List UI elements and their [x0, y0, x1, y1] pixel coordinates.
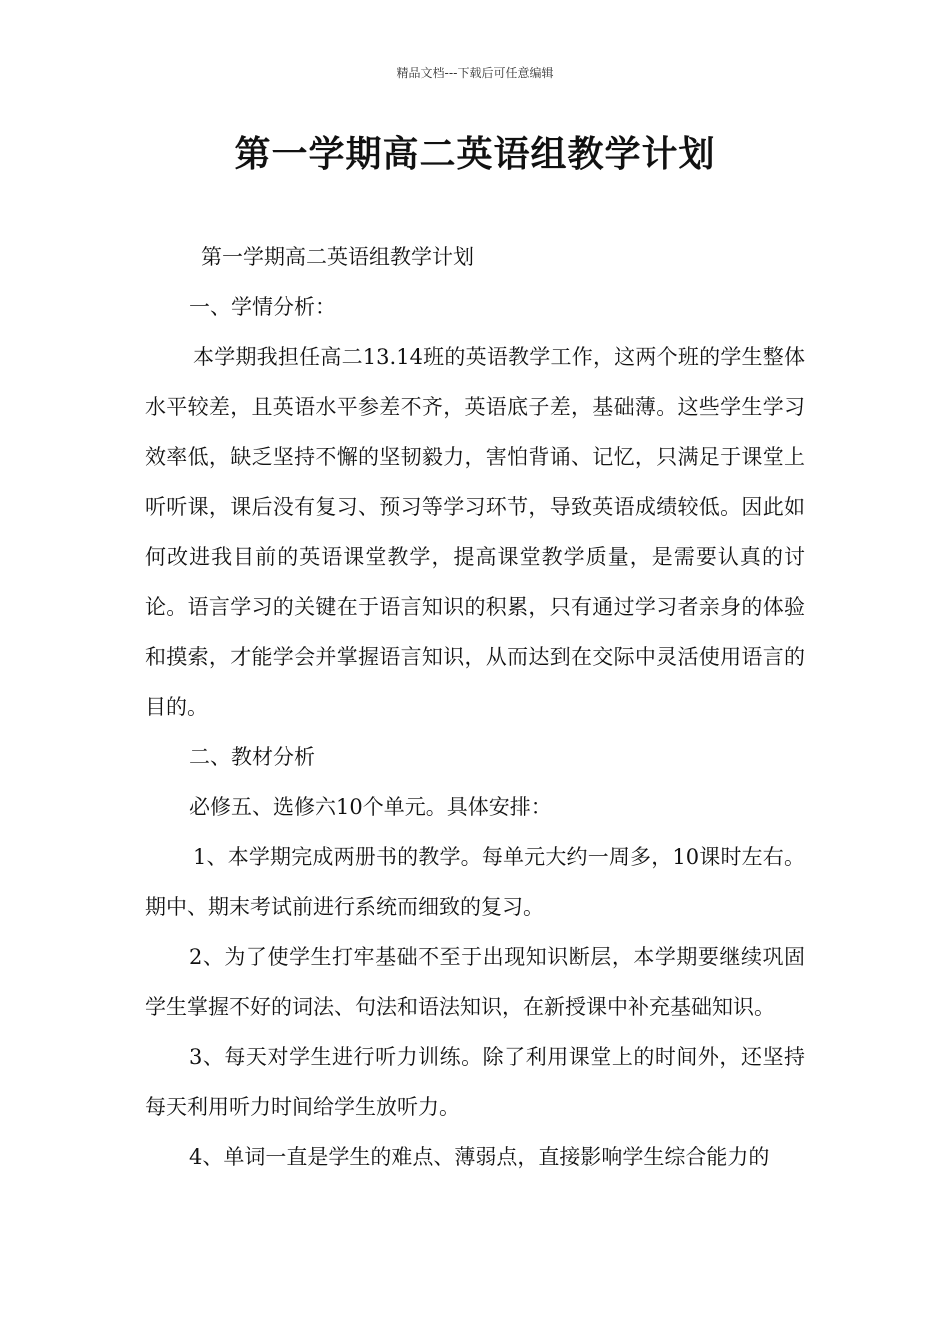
list-item-2: 2、为了使学生打牢基础不至于出现知识断层，本学期要继续巩固学生掌握不好的词法、句法和语法知识，在新授课中补充基础知识。 [145, 945, 805, 1019]
page-header-note: 精品文档---下载后可任意编辑 [396, 66, 554, 80]
document-title: 第一学期高二英语组教学计划 [234, 134, 716, 175]
section-1-heading: 一、学情分析： [189, 295, 336, 319]
list-item-4: 4、单词一直是学生的难点、薄弱点，直接影响学生综合能力的 [189, 1145, 770, 1169]
list-item-1: 1、本学期完成两册书的教学。每单元大约一周多，10课时左右。期中、期末考试前进行系统而细致的复习。 [145, 845, 805, 919]
section-1-paragraph: 本学期我担任高二13.14班的英语教学工作，这两个班的学生整体水平较差，且英语水平参差不齐，英语底子差，基础薄。这些学生学习效率低，缺乏坚持不懈的坚韧毅力，害怕背诵、记忆，只满足于课堂上听听课，课后没有复习、预习等学习环节，导致英语成绩较低。因此如何改进我目前的英语课堂教学，提高课堂教学质量，是需要认真的讨论。语言学习的关键在于语言知识的积累，只有通过学习者亲身的体验和摸索，才能学会并掌握语言知识，从而达到在交际中灵活使用语言的目的。 [145, 345, 805, 719]
list-item-3: 3、每天对学生进行听力训练。除了利用课堂上的时间外，还坚持每天利用听力时间给学生放听力。 [145, 1045, 805, 1119]
subtitle-paragraph: 第一学期高二英语组教学计划 [201, 245, 474, 269]
section-2-intro: 必修五、选修六10个单元。具体安排： [189, 795, 552, 819]
section-2-heading: 二、教材分析 [189, 745, 315, 769]
document-body [145, 232, 805, 1182]
